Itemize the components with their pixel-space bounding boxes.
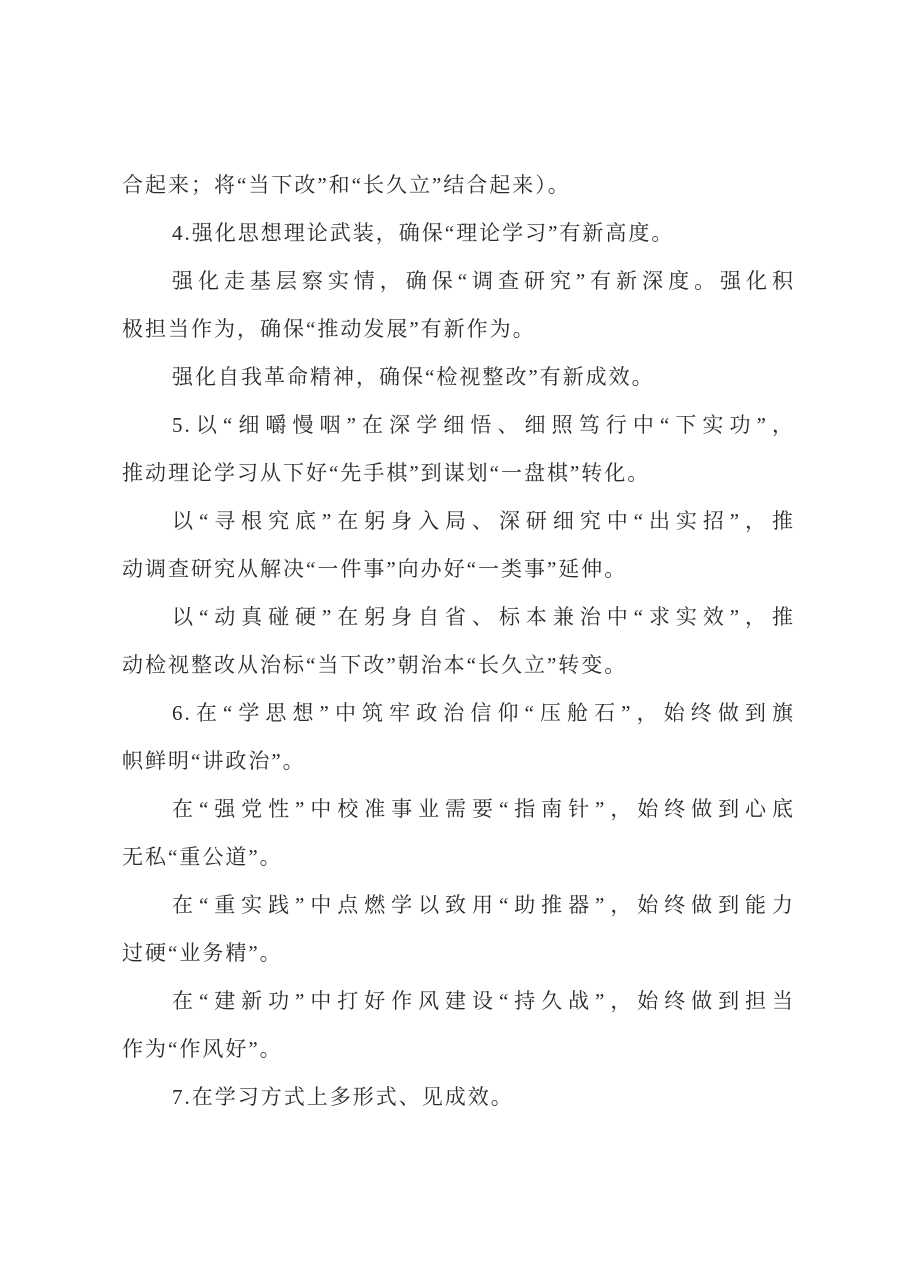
text-line: 动调查研究从解决“一件事”向办好“一类事”延伸。 <box>122 557 628 581</box>
text-line: 无私“重公道”。 <box>122 845 283 869</box>
text-line: 6.在“学思想”中筑牢政治信仰“压舱石”，始终做到旗 <box>172 701 795 725</box>
paragraph <box>122 977 795 1073</box>
text-line: 强化自我革命精神，确保“检视整改”有新成效。 <box>172 365 655 389</box>
continued-paragraph <box>122 161 795 209</box>
paragraph <box>122 785 795 881</box>
paragraph <box>122 353 795 401</box>
text-line: 在“建新功”中打好作风建设“持久战”，始终做到担当 <box>172 989 795 1013</box>
text-line: 以“动真碰硬”在躬身自省、标本兼治中“求实效”，推 <box>172 605 795 629</box>
text-line: 过硬“业务精”。 <box>122 941 283 965</box>
text-line: 作为“作风好”。 <box>122 1037 283 1061</box>
paragraph <box>122 257 795 353</box>
text-line: 强化走基层察实情，确保“调查研究”有新深度。强化积 <box>172 269 795 293</box>
document-body <box>122 161 795 1121</box>
text-line: 7.在学习方式上多形式、见成效。 <box>172 1085 514 1109</box>
text-line: 4.强化思想理论武装，确保“理论学习”有新高度。 <box>172 221 675 245</box>
text-line: 帜鲜明“讲政治”。 <box>122 749 306 773</box>
paragraph-list <box>122 209 795 1121</box>
paragraph <box>122 401 795 497</box>
text-line: 极担当作为，确保“推动发展”有新作为。 <box>122 317 536 341</box>
text-line: 在“强党性”中校准事业需要“指南针”，始终做到心底 <box>172 797 795 821</box>
text-line: 合起来；将“当下改”和“长久立”结合起来）。 <box>122 173 571 197</box>
text-line: 动检视整改从治标“当下改”朝治本“长久立”转变。 <box>122 653 628 677</box>
paragraph <box>122 593 795 689</box>
paragraph <box>122 1073 795 1121</box>
paragraph <box>122 881 795 977</box>
text-line: 在“重实践”中点燃学以致用“助推器”，始终做到能力 <box>172 893 795 917</box>
text-line: 推动理论学习从下好“先手棋”到谋划“一盘棋”转化。 <box>122 461 651 485</box>
paragraph <box>122 209 795 257</box>
paragraph <box>122 497 795 593</box>
text-line: 5.以“细嚼慢咽”在深学细悟、细照笃行中“下实功”， <box>172 413 795 437</box>
paragraph <box>122 689 795 785</box>
text-line: 以“寻根究底”在躬身入局、深研细究中“出实招”，推 <box>172 509 795 533</box>
